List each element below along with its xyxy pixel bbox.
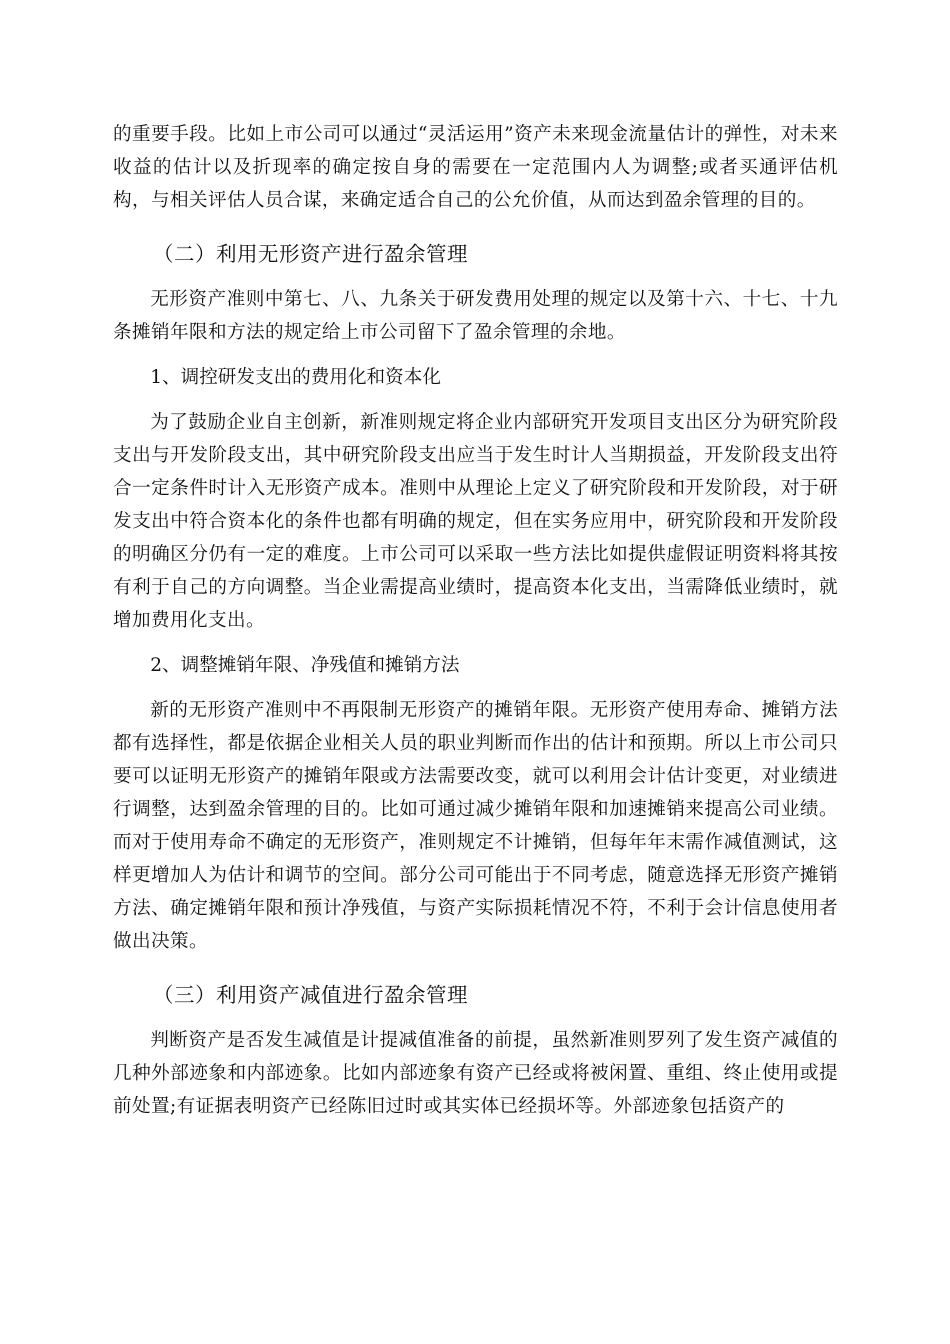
paragraph-asset-impairment: 判断资产是否发生减值是计提减值准备的前提，虽然新准则罗列了发生资产减值的几种外部迹象和内部迹象。比如内部迹象有资产已经或将被闲置、重组、终止使用或提前处置;有证据表明资产已经陈旧过时或其实体已经损坏等。外部迹象包括资产的 [113, 1030, 838, 1117]
section-heading-asset-impairment: （三）利用资产减值进行盈余管理 [153, 983, 468, 1007]
paragraph-intangible-intro: 无形资产准则中第七、八、九条关于研发费用处理的规定以及第十六、十七、十九条摊销年限和方法的规定给上市公司留下了盈余管理的余地。 [113, 289, 838, 343]
paragraph-amortization: 新的无形资产准则中不再限制无形资产的摊销年限。无形资产使用寿命、摊销方法都有选择性，都是依据企业相关人员的职业判断而作出的估计和预期。所以上市公司只要可以证明无形资产的摊销年限或方法需要改变，就可以利用会计估计变更，对业绩进行调整，达到盈余管理的目的。比如可通过减少摊销年限和加速摊销来提高公司业绩。而对于使用寿命不确定的无形资产，准则规定不计摊销，但每年年末需作减值测试，这样更增加人为估计和调节的空间。部分公司可能出于不同考虑，随意选择无形资产摊销方法、确定摊销年限和预计净残值，与资产实际损耗情况不符，不利于会计信息使用者做出决策。 [113, 700, 838, 952]
paragraph-continuation: 的重要手段。比如上市公司可以通过“灵活运用”资产未来现金流量估计的弹性，对未来收益的估计以及折现率的确定按自身的需要在一定范围内人为调整;或者买通评估机构，与相关评估人员合谋，来确定适合自己的公允价值，从而达到盈余管理的目的。 [113, 124, 838, 211]
paragraph-rd-expenditure: 为了鼓励企业自主创新，新准则规定将企业内部研究开发项目支出区分为研究阶段支出与开发阶段支出，其中研究阶段支出应当于发生时计人当期损益，开发阶段支出符合一定条件时计入无形资产成本。准则中从理论上定义了研究阶段和开发阶段，对于研发支出中符合资本化的条件也都有明确的规定，但在实务应用中，研究阶段和开发阶段的明确区分仍有一定的难度。上市公司可以采取一些方法比如提供虚假证明资料将其按有利于自己的方向调整。当企业需提高业绩时，提高资本化支出，当需降低业绩时，就增加费用化支出。 [113, 412, 838, 631]
document-body [113, 118, 838, 1123]
subheading-amortization: 2、调整摊销年限、净残值和摊销方法 [150, 655, 460, 676]
subheading-rd-expenditure: 1、调控研发支出的费用化和资本化 [150, 367, 441, 388]
section-heading-intangible-assets: （二）利用无形资产进行盈余管理 [153, 242, 468, 266]
